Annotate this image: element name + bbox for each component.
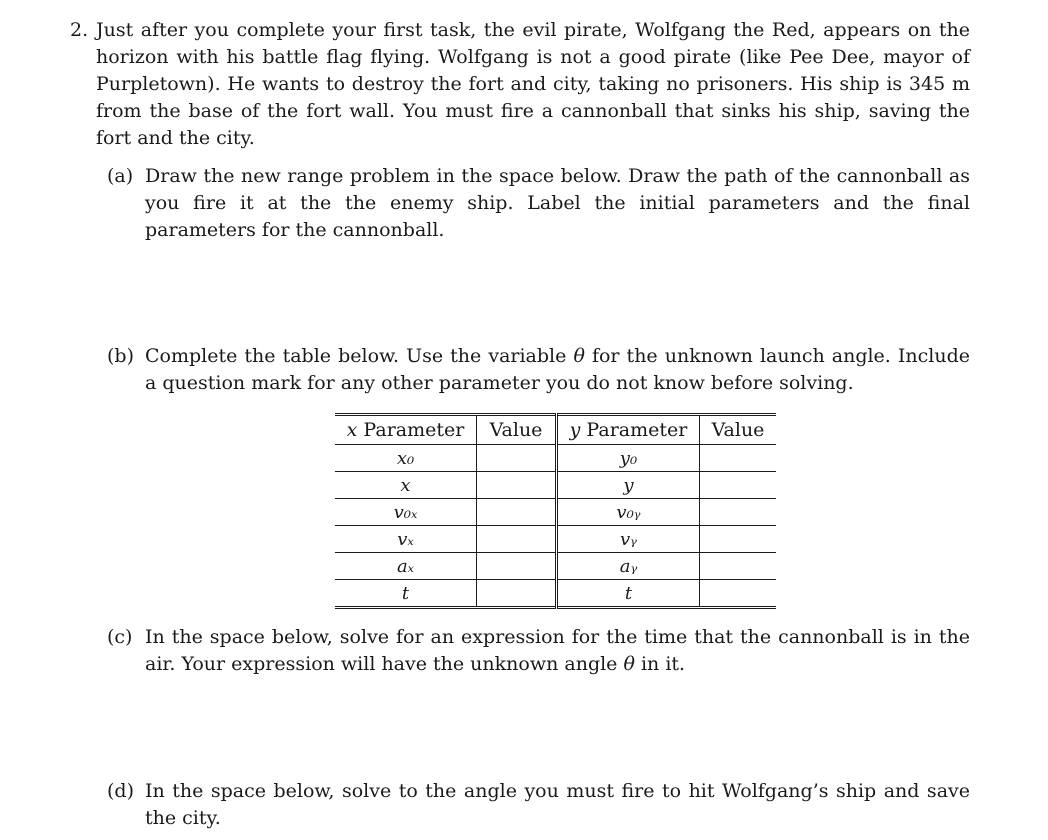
y-value-cell[interactable] [700, 553, 777, 580]
table-row [335, 445, 776, 472]
header-x-parameter [335, 415, 477, 445]
x-value-cell[interactable] [477, 472, 557, 499]
part-a-text: Draw the new range problem in the space below. Draw the path of the cannonball as you fire it at the the enemy ship. Label the initial parameters and the final parameters for the cannonball. [145, 165, 970, 241]
part-b-text-after: for the unknown launch angle. Include a question mark for any other parameter you do not know before solving. [145, 345, 970, 394]
y-param-cell: vᵧ [557, 526, 700, 553]
y-value-cell[interactable] [700, 499, 777, 526]
x-param-cell: t [401, 582, 410, 604]
header-y-var: y [569, 419, 581, 441]
table-header-row [335, 415, 776, 445]
x-param-cell: aₓ [335, 553, 477, 580]
y-param-cell: v₀ᵧ [557, 499, 700, 526]
x-param-cell: vₓ [335, 526, 477, 553]
part-c-text-before: In the space below, solve for an expression for the time that the cannonball is in the air. Your expression will have the unknown angle [145, 626, 970, 675]
y-value-cell[interactable] [700, 526, 777, 553]
problem-intro: Just after you complete your first task, the evil pirate, Wolfgang the Red, appears on the horizon with his battle flag flying. Wolfgang is not a good pirate (like Pee Dee, mayor of Purpletown). He wants to destroy the fort and city, taking no prisoners. His ship is 345 m from the base of the fort wall. You must fire a cannonball that sinks his ship, saving the fort and the city. [96, 19, 970, 149]
x-value-cell[interactable] [477, 553, 557, 580]
x-value-cell[interactable] [477, 499, 557, 526]
x-param-cell: x₀ [335, 445, 477, 472]
table-row [335, 526, 776, 553]
part-b-label: (b) [107, 345, 134, 367]
y-value-cell[interactable] [700, 580, 777, 608]
header-y-parameter [557, 415, 700, 445]
header-x-param-text: Parameter [357, 419, 465, 441]
part-b-theta: θ [573, 345, 585, 367]
y-value-cell[interactable] [700, 472, 777, 499]
table-row [335, 472, 776, 499]
table-row [335, 553, 776, 580]
y-param-cell: aᵧ [557, 553, 700, 580]
part-c-theta: θ [623, 653, 635, 675]
problem-number: 2. [70, 19, 89, 41]
part-b-text [145, 343, 970, 397]
x-value-cell[interactable] [477, 580, 557, 608]
part-c-text-after: in it. [634, 653, 686, 675]
header-value-2: Value [700, 415, 777, 445]
parameter-table [335, 413, 776, 609]
table-row [335, 499, 776, 526]
header-value-1: Value [477, 415, 557, 445]
table-row [335, 580, 776, 608]
part-a-label: (a) [107, 165, 134, 187]
y-param-cell: y₀ [557, 445, 700, 472]
part-c-label: (c) [107, 626, 133, 648]
y-param-cell: y [557, 472, 700, 499]
x-value-cell[interactable] [477, 445, 557, 472]
part-d-text: In the space below, solve to the angle you must fire to hit Wolfgang’s ship and save the city. [145, 780, 970, 829]
x-value-cell[interactable] [477, 526, 557, 553]
x-param-cell: v₀ₓ [335, 499, 477, 526]
y-value-cell[interactable] [700, 445, 777, 472]
part-b-text-before: Complete the table below. Use the variable [145, 345, 574, 367]
part-d-label: (d) [107, 780, 134, 802]
x-param-cell: x [335, 472, 477, 499]
part-c-text [145, 624, 970, 678]
header-y-param-text: Parameter [580, 419, 688, 441]
header-x-var: x [346, 419, 358, 441]
y-param-cell: t [557, 580, 700, 608]
